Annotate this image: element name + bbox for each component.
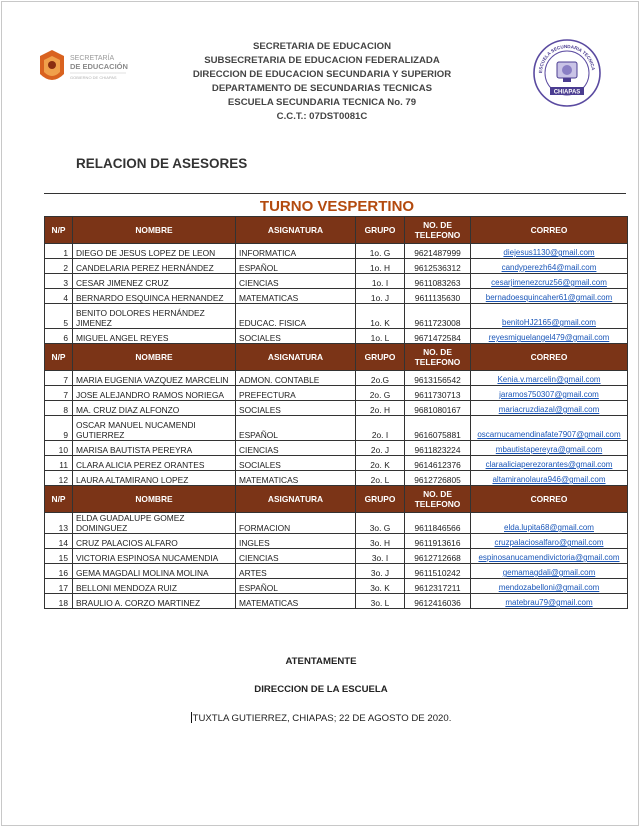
- email-link[interactable]: bernadoesquincaher61@gmail.com: [485, 293, 613, 302]
- row-number: 18: [45, 594, 73, 609]
- email-cell: [471, 416, 628, 441]
- table-header-row: [45, 217, 628, 244]
- column-header-correo: CORREO: [471, 217, 628, 244]
- phone-number: 9613156542: [405, 371, 471, 386]
- email-link[interactable]: Kenia.v.marcelin@gmail.com: [497, 375, 601, 384]
- row-number: 1: [45, 244, 73, 259]
- subject: EDUCAC. FISICA: [236, 304, 356, 329]
- email-link[interactable]: reyesmiguelangel479@gmail.com: [488, 333, 610, 342]
- email-cell: [471, 456, 628, 471]
- subject: SOCIALES: [236, 401, 356, 416]
- subject: ESPAÑOL: [236, 259, 356, 274]
- email-link[interactable]: cesarjimenezcruz56@gmail.com: [491, 278, 607, 287]
- column-header-asignatura: ASIGNATURA: [236, 344, 356, 371]
- table-row: [45, 534, 628, 549]
- teacher-name: BRAULIO A. CORZO MARTINEZ: [73, 594, 236, 609]
- subject: SOCIALES: [236, 329, 356, 344]
- email-link[interactable]: jaramos750307@gmail.com: [499, 390, 599, 399]
- column-header-telefono: NO. DE TELEFONO: [405, 486, 471, 513]
- row-number: 3: [45, 274, 73, 289]
- teacher-name: MIGUEL ANGEL REYES: [73, 329, 236, 344]
- column-header-grupo: GRUPO: [356, 217, 405, 244]
- teacher-name: BENITO DOLORES HERNÁNDEZ JIMENEZ: [73, 304, 236, 329]
- email-cell: [471, 401, 628, 416]
- closing-date-line: [0, 712, 642, 724]
- row-number: 10: [45, 441, 73, 456]
- seal-ring-text: ESCUELA SECUNDARIA TECNICA: [537, 43, 596, 74]
- column-header-np: N/P: [45, 217, 73, 244]
- phone-number: 9621487999: [405, 244, 471, 259]
- email-cell: [471, 274, 628, 289]
- row-number: 17: [45, 579, 73, 594]
- email-link[interactable]: candyperezh64@mail.com: [501, 263, 597, 272]
- group: 1o. J: [356, 289, 405, 304]
- table-row: [45, 564, 628, 579]
- school-seal-logo: [532, 38, 602, 108]
- table-row: [45, 371, 628, 386]
- phone-number: 9612416036: [405, 594, 471, 609]
- subject: ESPAÑOL: [236, 416, 356, 441]
- sep-chiapas-logo: [38, 46, 138, 88]
- email-cell: [471, 513, 628, 534]
- email-link[interactable]: mariacruzdiazal@gmail.com: [498, 405, 600, 414]
- table-row: [45, 416, 628, 441]
- email-link[interactable]: claraaliciaperezorantes@gmail.com: [485, 460, 613, 469]
- subject: PREFECTURA: [236, 386, 356, 401]
- teacher-name: CANDELARIA PEREZ HERNÁNDEZ: [73, 259, 236, 274]
- email-link[interactable]: diejesus1130@gmail.com: [503, 248, 595, 257]
- row-number: 7: [45, 371, 73, 386]
- logo-line-3: GOBIERNO DE CHIAPAS: [70, 75, 117, 80]
- phone-number: 9611083263: [405, 274, 471, 289]
- email-cell: [471, 244, 628, 259]
- group: 2o.G: [356, 371, 405, 386]
- phone-number: 9611730713: [405, 386, 471, 401]
- group: 3o. K: [356, 579, 405, 594]
- seal-chiapas-text: CHIAPAS: [553, 89, 581, 96]
- group: 3o. I: [356, 549, 405, 564]
- group: 2o. I: [356, 416, 405, 441]
- table-row: [45, 471, 628, 486]
- subject: MATEMATICAS: [236, 594, 356, 609]
- phone-number: 9611510242: [405, 564, 471, 579]
- table-row: [45, 244, 628, 259]
- group: 2o. K: [356, 456, 405, 471]
- text-cursor: [191, 712, 192, 723]
- logo-line-1: SECRETARÍA: [70, 55, 115, 62]
- row-number: 12: [45, 471, 73, 486]
- table-header-row: [45, 344, 628, 371]
- closing-date: TUXTLA GUTIERREZ, CHIAPAS; 22 DE AGOSTO DE 2020.: [192, 713, 452, 724]
- table-row: [45, 274, 628, 289]
- column-header-np: N/P: [45, 344, 73, 371]
- table-row: [45, 513, 628, 534]
- subject: ARTES: [236, 564, 356, 579]
- column-header-telefono: NO. DE TELEFONO: [405, 217, 471, 244]
- column-header-nombre: NOMBRE: [73, 344, 236, 371]
- phone-number: 9616075881: [405, 416, 471, 441]
- teacher-name: CLARA ALICIA PEREZ ORANTES: [73, 456, 236, 471]
- chiapas-shield-icon: [40, 50, 64, 80]
- teacher-name: BELLONI MENDOZA RUIZ: [73, 579, 236, 594]
- email-link[interactable]: elda.lupita68@gmail.com: [504, 523, 594, 532]
- teacher-name: LAURA ALTAMIRANO LOPEZ: [73, 471, 236, 486]
- subject: ESPAÑOL: [236, 579, 356, 594]
- group: 1o. G: [356, 244, 405, 259]
- phone-number: 9681080167: [405, 401, 471, 416]
- teacher-name: GEMA MAGDALI MOLINA MOLINA: [73, 564, 236, 579]
- column-header-grupo: GRUPO: [356, 344, 405, 371]
- column-header-np: N/P: [45, 486, 73, 513]
- table-row: [45, 456, 628, 471]
- teacher-name: BERNARDO ESQUINCA HERNANDEZ: [73, 289, 236, 304]
- table-row: [45, 401, 628, 416]
- column-header-nombre: NOMBRE: [73, 217, 236, 244]
- email-cell: [471, 441, 628, 456]
- column-header-correo: CORREO: [471, 344, 628, 371]
- table-row: [45, 579, 628, 594]
- group: 3o. L: [356, 594, 405, 609]
- row-number: 4: [45, 289, 73, 304]
- email-link[interactable]: oscarnucamendinafate7907@gmail.com: [477, 430, 621, 439]
- column-header-telefono: NO. DE TELEFONO: [405, 344, 471, 371]
- institution-header: [170, 40, 474, 124]
- subject: MATEMATICAS: [236, 471, 356, 486]
- row-number: 11: [45, 456, 73, 471]
- subject: SOCIALES: [236, 456, 356, 471]
- email-cell: [471, 329, 628, 344]
- email-link[interactable]: cruzpalaciosalfaro@gmail.com: [494, 538, 604, 547]
- row-number: 8: [45, 401, 73, 416]
- email-cell: [471, 564, 628, 579]
- email-cell: [471, 304, 628, 329]
- title-divider: [44, 193, 626, 194]
- phone-number: 9611723008: [405, 304, 471, 329]
- email-link[interactable]: matebrau79@gmail.com: [505, 598, 593, 607]
- column-header-asignatura: ASIGNATURA: [236, 217, 356, 244]
- subject: MATEMATICAS: [236, 289, 356, 304]
- phone-number: 9611913616: [405, 534, 471, 549]
- group: 3o. G: [356, 513, 405, 534]
- email-cell: [471, 289, 628, 304]
- column-header-nombre: NOMBRE: [73, 486, 236, 513]
- header-line: SUBSECRETARIA DE EDUCACION FEDERALIZADA: [204, 55, 440, 66]
- phone-number: 9614612376: [405, 456, 471, 471]
- group: 1o. I: [356, 274, 405, 289]
- table-row: [45, 386, 628, 401]
- phone-number: 9671472584: [405, 329, 471, 344]
- row-number: 14: [45, 534, 73, 549]
- subject: FORMACION: [236, 513, 356, 534]
- email-cell: [471, 259, 628, 274]
- phone-number: 9611823224: [405, 441, 471, 456]
- teacher-name: CRUZ PALACIOS ALFARO: [73, 534, 236, 549]
- row-number: 6: [45, 329, 73, 344]
- table-row: [45, 329, 628, 344]
- subject: INGLES: [236, 534, 356, 549]
- email-link[interactable]: mendozabelloni@gmail.com: [498, 583, 600, 592]
- row-number: 16: [45, 564, 73, 579]
- subject: CIENCIAS: [236, 549, 356, 564]
- email-link[interactable]: mbautistapereyra@gmail.com: [495, 445, 603, 454]
- phone-number: 9612317211: [405, 579, 471, 594]
- subject: CIENCIAS: [236, 274, 356, 289]
- table-row: [45, 259, 628, 274]
- email-link[interactable]: benitoHJ2165@gmail.com: [502, 318, 596, 327]
- closing-atentamente: ATENTAMENTE: [285, 656, 357, 667]
- email-cell: [471, 386, 628, 401]
- subject: INFORMATICA: [236, 244, 356, 259]
- group: 1o. K: [356, 304, 405, 329]
- phone-number: 9612536312: [405, 259, 471, 274]
- turno-heading: TURNO VESPERTINO: [259, 198, 415, 215]
- asesores-table: [44, 216, 628, 609]
- header-line: SECRETARIA DE EDUCACION: [252, 41, 392, 52]
- email-link[interactable]: espinosanucamendivictoria@gmail.com: [478, 553, 620, 562]
- teacher-name: MA. CRUZ DIAZ ALFONZO: [73, 401, 236, 416]
- email-cell: [471, 534, 628, 549]
- group: 2o. J: [356, 441, 405, 456]
- subject: CIENCIAS: [236, 441, 356, 456]
- group: 2o. H: [356, 401, 405, 416]
- header-line: C.C.T.: 07DST0081C: [276, 111, 368, 122]
- teacher-name: MARISA BAUTISTA PEREYRA: [73, 441, 236, 456]
- email-link[interactable]: gemamagdali@gmail.com: [502, 568, 596, 577]
- phone-number: 9611846566: [405, 513, 471, 534]
- group: 1o. L: [356, 329, 405, 344]
- email-link[interactable]: altamiranolaura946@gmail.com: [492, 475, 606, 484]
- row-number: 7: [45, 386, 73, 401]
- column-header-grupo: GRUPO: [356, 486, 405, 513]
- table-row: [45, 441, 628, 456]
- column-header-correo: CORREO: [471, 486, 628, 513]
- group: 2o. G: [356, 386, 405, 401]
- group: 3o. J: [356, 564, 405, 579]
- email-cell: [471, 371, 628, 386]
- email-cell: [471, 579, 628, 594]
- header-line: DIRECCION DE EDUCACION SECUNDARIA Y SUPERIOR: [192, 69, 452, 80]
- logo-line-2: DE EDUCACIÓN: [70, 62, 128, 71]
- teacher-name: ELDA GUADALUPE GOMEZ DOMINGUEZ: [73, 513, 236, 534]
- row-number: 15: [45, 549, 73, 564]
- table-row: [45, 304, 628, 329]
- phone-number: 9612712668: [405, 549, 471, 564]
- email-cell: [471, 549, 628, 564]
- table-row: [45, 594, 628, 609]
- row-number: 5: [45, 304, 73, 329]
- teacher-name: VICTORIA ESPINOSA NUCAMENDIA: [73, 549, 236, 564]
- group: 3o. H: [356, 534, 405, 549]
- group: 2o. L: [356, 471, 405, 486]
- group: 1o. H: [356, 259, 405, 274]
- teacher-name: CESAR JIMENEZ CRUZ: [73, 274, 236, 289]
- teacher-name: DIEGO DE JESUS LOPEZ DE LEON: [73, 244, 236, 259]
- teacher-name: JOSE ALEJANDRO RAMOS NORIEGA: [73, 386, 236, 401]
- row-number: 9: [45, 416, 73, 441]
- phone-number: 9612726805: [405, 471, 471, 486]
- column-header-asignatura: ASIGNATURA: [236, 486, 356, 513]
- teacher-name: OSCAR MANUEL NUCAMENDI GUTIERREZ: [73, 416, 236, 441]
- phone-number: 9611135630: [405, 289, 471, 304]
- row-number: 2: [45, 259, 73, 274]
- header-line: DEPARTAMENTO DE SECUNDARIAS TECNICAS: [211, 83, 433, 94]
- closing-direccion: DIRECCION DE LA ESCUELA: [254, 684, 388, 695]
- document-title: RELACION DE ASESORES: [76, 156, 248, 171]
- row-number: 13: [45, 513, 73, 534]
- table-row: [45, 549, 628, 564]
- table-header-row: [45, 486, 628, 513]
- header-line: ESCUELA SECUNDARIA TECNICA No. 79: [227, 97, 417, 108]
- subject: ADMON. CONTABLE: [236, 371, 356, 386]
- email-cell: [471, 471, 628, 486]
- email-cell: [471, 594, 628, 609]
- table-row: [45, 289, 628, 304]
- teacher-name: MARIA EUGENIA VAZQUEZ MARCELIN: [73, 371, 236, 386]
